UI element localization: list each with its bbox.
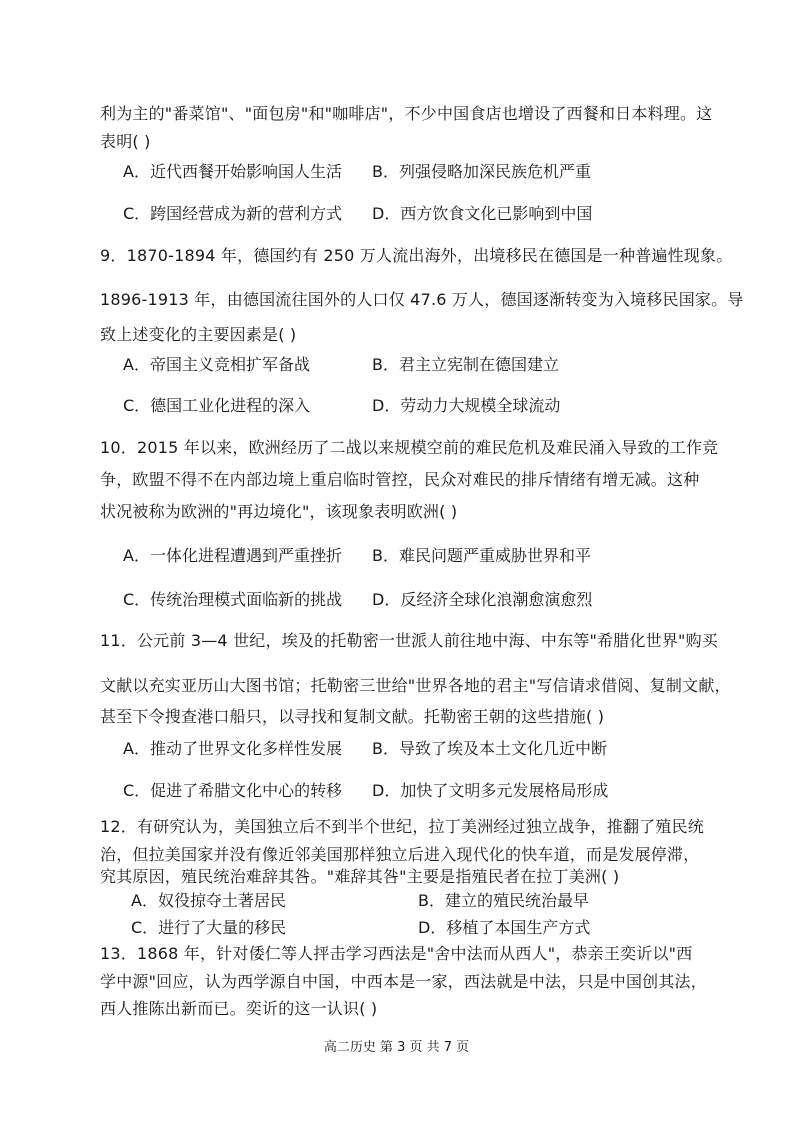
q10-option-d: D．反经济全球化浪潮愈演愈烈 — [372, 590, 593, 609]
q9-stem-line-3: 致上述变化的主要因素是( ) — [100, 325, 297, 344]
q8-stem-line-2: 表明( ) — [100, 132, 151, 151]
q8-option-d: D．西方饮食文化已影响到中国 — [372, 204, 593, 223]
q10-stem-line-1: 10．2015 年以来，欧洲经历了二战以来规模空前的难民危机及难民涌入导致的工作竞 — [100, 438, 719, 457]
q13-stem-line-1: 13．1868 年，针对倭仁等人抨击学习西法是"舍中法而从西人"，恭亲王奕䜣以"西 — [100, 944, 693, 963]
q12-option-a: A．奴役掠夺土著居民 — [131, 891, 286, 910]
q11-option-c: C．促进了希腊文化中心的转移 — [123, 781, 343, 800]
q8-option-a: A．近代西餐开始影响国人生活 — [123, 162, 342, 181]
q12-stem-line-3: 究其原因，殖民统治难辞其咎。"难辞其咎"主要是指殖民者在拉丁美洲( ) — [100, 867, 620, 886]
q12-option-d: D．移植了本国生产方式 — [418, 918, 591, 937]
q13-stem-line-2: 学中源"回应，认为西学源自中国，中西本是一家，西法就是中法，只是中国创其法， — [100, 972, 707, 991]
q8-stem-line-1: 利为主的"番菜馆"、"面包房"和"咖啡店"，不少中国食店也增设了西餐和日本料理。这 — [100, 104, 713, 123]
q8-option-c: C．跨国经营成为新的营利方式 — [123, 204, 343, 223]
q9-option-a: A．帝国主义竞相扩军备战 — [123, 355, 310, 374]
q8-option-b: B．列强侵略加深民族危机严重 — [372, 162, 591, 181]
q11-option-d: D．加快了文明多元发展格局形成 — [372, 781, 609, 800]
q11-option-a: A．推动了世界文化多样性发展 — [123, 739, 342, 758]
q9-option-c: C．德国工业化进程的深入 — [123, 396, 311, 415]
page-footer: 高二历史 第 3 页 共 7 页 — [323, 1040, 470, 1055]
q12-option-b: B．建立的殖民统治最早 — [418, 891, 589, 910]
q13-stem-line-3: 西人推陈出新而已。奕䜣的这一认识( ) — [100, 999, 378, 1018]
q10-stem-line-3: 状况被称为欧洲的"再边境化"，该现象表明欧洲( ) — [100, 502, 458, 521]
q11-option-b: B．导致了埃及本土文化几近中断 — [372, 739, 607, 758]
q11-stem-line-3: 甚至下令搜查港口船只，以寻找和复制文献。托勒密王朝的这些措施( ) — [100, 707, 605, 726]
q12-stem-line-1: 12．有研究认为，美国独立后不到半个世纪，拉丁美洲经过独立战争，推翻了殖民统 — [100, 817, 704, 836]
q9-option-d: D．劳动力大规模全球流动 — [372, 396, 561, 415]
q12-stem-line-2: 治，但拉美国家并没有像近邻美国那样独立后进入现代化的快车道，而是发展停滞， — [100, 845, 700, 864]
q10-stem-line-2: 争，欧盟不得不在内部边境上重启临时管控，民众对难民的排斥情绪有增无减。这种 — [100, 470, 700, 489]
q10-option-b: B．难民问题严重威胁世界和平 — [372, 546, 591, 565]
q10-option-c: C．传统治理模式面临新的挑战 — [123, 590, 343, 609]
q9-stem-line-1: 9．1870-1894 年，德国约有 250 万人流出海外，出境移民在德国是一种普遍性现象。 — [100, 246, 733, 265]
q10-option-a: A．一体化进程遭遇到严重挫折 — [123, 546, 342, 565]
q11-stem-line-2: 文献以充实亚历山大图书馆；托勒密三世给"世界各地的君主"写信请求借阅、复制文献， — [100, 676, 731, 695]
q9-stem-line-2: 1896-1913 年，由德国流往国外的人口仅 47.6 万人，德国逐渐转变为入境移民国家。导 — [100, 290, 744, 309]
q9-option-b: B．君主立宪制在德国建立 — [372, 355, 559, 374]
q11-stem-line-1: 11．公元前 3—4 世纪，埃及的托勒密一世派人前往地中海、中东等"希腊化世界"购买 — [100, 631, 719, 650]
q12-option-c: C．进行了大量的移民 — [131, 918, 287, 937]
